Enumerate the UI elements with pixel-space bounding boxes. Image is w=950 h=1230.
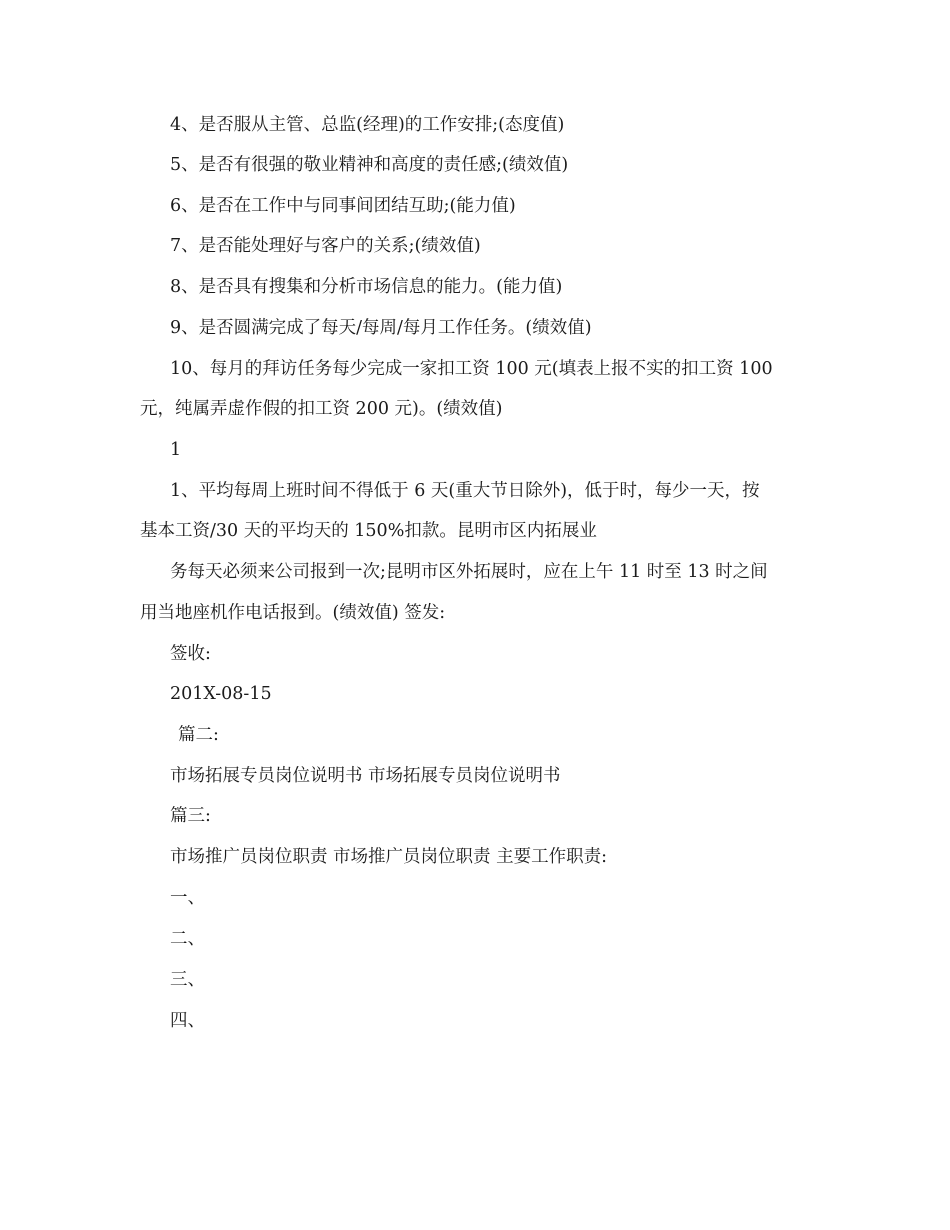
text-line: 5、是否有很强的敬业精神和高度的责任感;(绩效值) [170,155,569,175]
text-line: 元，纯属弄虚作假的扣工资 200 元)。(绩效值) [140,399,503,419]
text-line: 市场拓展专员岗位说明书 市场拓展专员岗位说明书 [170,766,561,786]
text-line: 签收: [170,644,211,664]
text-line: 10、每月的拜访任务每少完成一家扣工资 100 元(填表上报不实的扣工资 100 [170,359,773,379]
list-item: 四、 [170,1011,205,1031]
text-line: 市场推广员岗位职责 市场推广员岗位职责 主要工作职责: [170,847,608,867]
text-line: 用当地座机作电话报到。(绩效值) 签发: [140,603,446,623]
text-line: 务每天必须来公司报到一次;昆明市区外拓展时，应在上午 11 时至 13 时之间 [170,562,768,582]
list-item: 一、 [170,888,205,908]
text-line: 6、是否在工作中与同事间团结互助;(能力值) [170,196,516,216]
section-heading: 篇三: [170,806,211,826]
text-line: 1、平均每周上班时间不得低于 6 天(重大节日除外)，低于时，每少一天，按 [170,481,760,501]
text-line: 4、是否服从主管、总监(经理)的工作安排;(态度值) [170,115,565,135]
list-item: 二、 [170,929,205,949]
section-heading: 篇二: [178,725,219,745]
list-item: 三、 [170,970,205,990]
text-line: 9、是否圆满完成了每天/每周/每月工作任务。(绩效值) [170,318,592,338]
text-line: 1 [170,440,182,460]
text-line: 基本工资/30 天的平均天的 150%扣款。昆明市区内拓展业 [140,521,597,541]
text-line: 7、是否能处理好与客户的关系;(绩效值) [170,236,481,256]
text-line: 8、是否具有搜集和分析市场信息的能力。(能力值) [170,277,563,297]
text-line: 201X-08-15 [170,684,272,704]
